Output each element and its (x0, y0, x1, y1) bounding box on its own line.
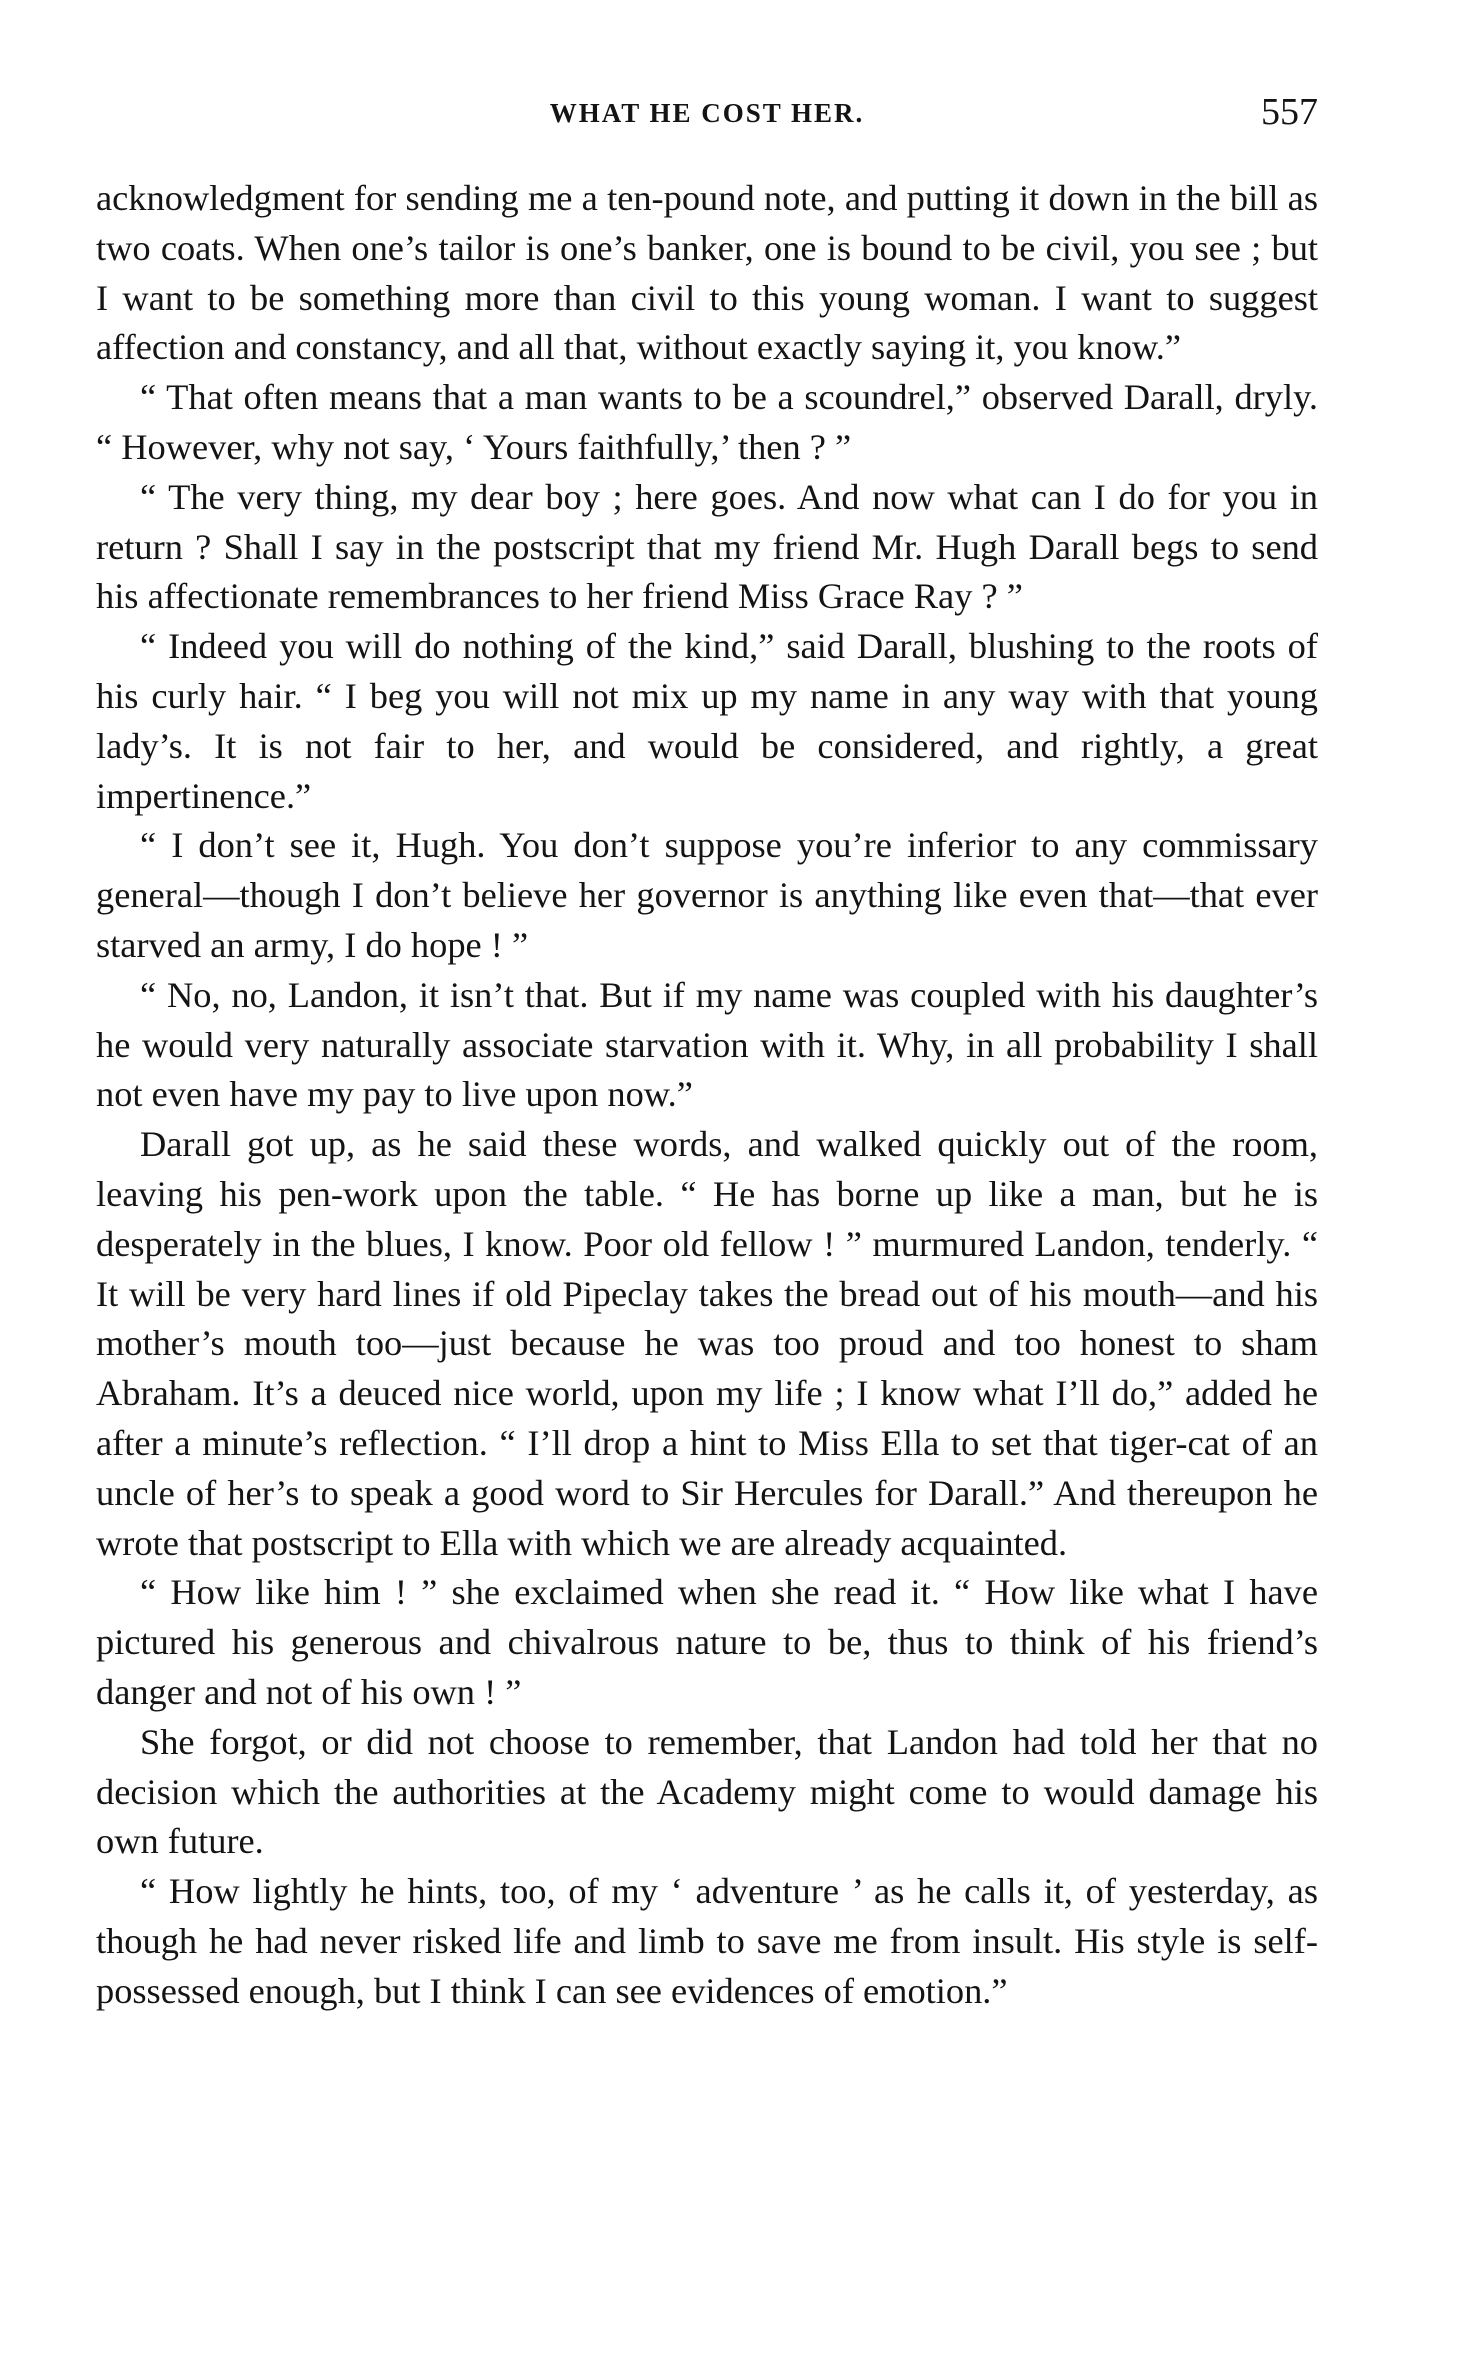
paragraph: “ I don’t see it, Hugh. You don’t suppose you’re inferior to any commissary general—though I don’t believe her governor is anything like even that—that ever starved an army, I do hope ! ” (96, 825, 1318, 965)
paragraph: “ How like him ! ” she exclaimed when she read it. “ How like what I have pictured his generous and chivalrous nature to be, thus to think of his friend’s danger and not of his own ! ” (96, 1572, 1318, 1712)
page-number: 557 (1261, 91, 1318, 133)
paragraph: “ How lightly he hints, too, of my ‘ adventure ’ as he calls it, of yesterday, as though he had never risked life and limb to save me from insult. His style is self-possessed enough, but I think I can see evidences of emotion.” (96, 1871, 1318, 2011)
paragraph: Darall got up, as he said these words, and walked quickly out of the room, leaving his pen-work upon the table. “ He has borne up like a man, but he is desperately in the blues, I know. Poor old fellow ! ” murmured Landon, tenderly. “ It will be very hard lines if old Pipeclay takes the bread out of his mouth—and his mother’s mouth too—just because he was too proud and too honest to sham Abraham. It’s a deuced nice world, upon my life ; I know what I’ll do,” added he after a minute’s reflection. “ I’ll drop a hint to Miss Ella to set that tiger-cat of an uncle of her’s to speak a good word to Sir Hercules for Darall.” And thereupon he wrote that postscript to Ella with which we are already acquainted. (96, 1124, 1318, 1563)
paragraph: She forgot, or did not choose to remember, that Landon had told her that no decision which the authorities at the Academy might come to would damage his own future. (96, 1721, 1318, 1862)
paragraph-continued: acknowledgment for sending me a ten-pound note, and putting it down in the bill as two coats. When one’s tailor is one’s banker, one is bound to be civil, you see ; but I want to be something more than civil to this young woman. I want to suggest affection and constancy, and all that, without exactly saying it, you know.” (96, 178, 1318, 368)
paragraph: “ That often means that a man wants to be a scoundrel,” observed Darall, dryly. “ However, why not say, ‘ Yours faithfully,’ then ? ” (96, 377, 1318, 467)
book-page (96, 84, 1318, 2016)
paragraph: “ The very thing, my dear boy ; here goes. And now what can I do for you in return ? Shall I say in the postscript that my friend Mr. Hugh Darall begs to send his affectionate remembrances to her friend Miss Grace Ray ? ” (96, 476, 1318, 617)
body-text (96, 174, 1318, 2016)
paragraph: “ No, no, Landon, it isn’t that. But if my name was coupled with his daughter’s he would very naturally associate starvation with it. Why, in all probability I shall not even have my pay to live upon now.” (96, 974, 1318, 1115)
paragraph: “ Indeed you will do nothing of the kind,” said Darall, blushing to the roots of his curly hair. “ I beg you will not mix up my name in any way with that young lady’s. It is not fair to her, and would be considered, and rightly, a great impertinence.” (96, 626, 1318, 816)
running-title: WHAT HE COST HER. (549, 98, 865, 128)
running-head (96, 84, 1318, 152)
